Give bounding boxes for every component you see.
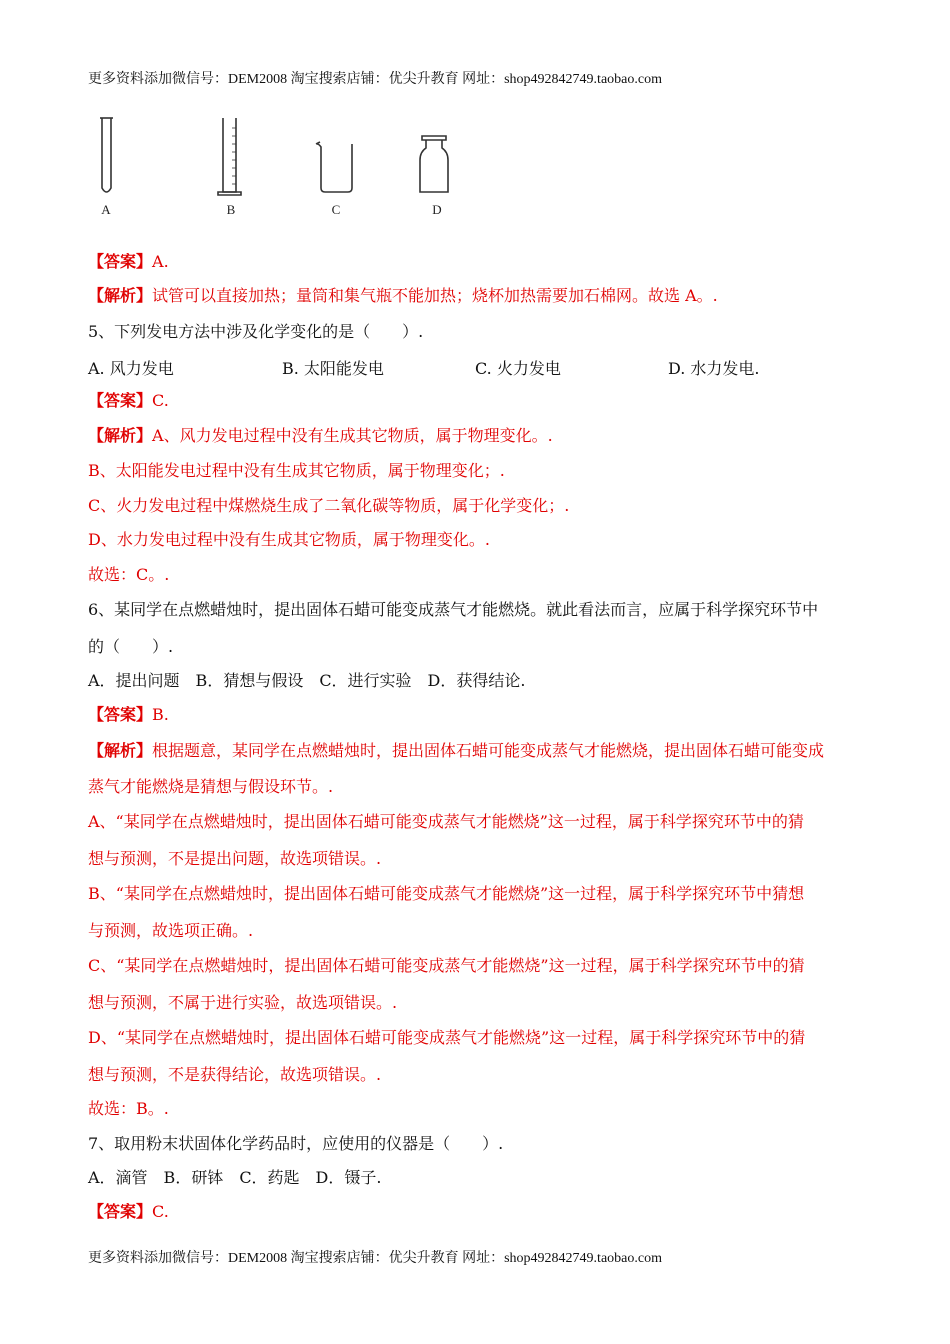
q6-analysis-a-line1: A、“某同学在点燃蜡烛时，提出固体石蜡可能变成蒸气才能燃烧”这一过程，属于科学探究环节中的猜 [88, 812, 804, 831]
q5-analysis-a [88, 425, 553, 447]
q5-option-a: A. 风力发电 [88, 359, 174, 378]
q5-option-b: B. 太阳能发电 [282, 359, 384, 378]
gas-bottle-icon [420, 136, 448, 192]
analysis-tag: 【解析】 [88, 286, 153, 305]
q5-analysis-c: C、火力发电过程中煤燃烧生成了二氧化碳等物质，属于化学变化；. [88, 496, 570, 515]
q5-option-c: C. 火力发电 [475, 359, 561, 378]
q6-analysis-b-line1: B、“某同学在点燃蜡烛时，提出固体石蜡可能变成蒸气才能燃烧”这一过程，属于科学探究环节中猜想 [88, 884, 805, 903]
q6-question-line2: 的（ ）. [88, 637, 174, 656]
q5-answer [88, 390, 169, 412]
q6-analysis-line2: 蒸气才能燃烧是猜想与假设环节。. [88, 777, 334, 796]
analysis-text: A、风力发电过程中没有生成其它物质，属于物理变化。. [152, 426, 553, 445]
q7-answer [88, 1201, 169, 1223]
answer-value: B. [152, 705, 169, 724]
q5-options [88, 356, 868, 378]
q6-analysis-d-line2: 想与预测，不是获得结论，故选项错误。. [88, 1065, 382, 1084]
answer-value: C. [152, 1202, 169, 1221]
q6-analysis-a-line2: 想与预测，不是提出问题，故选项错误。. [88, 849, 382, 868]
q5-analysis-b: B、太阳能发电过程中没有生成其它物质，属于物理变化；. [88, 461, 505, 480]
q6-analysis-b-line2: 与预测，故选项正确。. [88, 921, 254, 940]
answer-tag: 【答案】 [88, 705, 153, 724]
answer-value: A. [152, 252, 169, 271]
q4-analysis [88, 285, 718, 307]
q6-analysis-c-line2: 想与预测，不属于进行实验，故选项错误。. [88, 993, 398, 1012]
q5-analysis-d: D、水力发电过程中没有生成其它物质，属于物理变化。. [88, 530, 490, 549]
analysis-text: 根据题意，某同学在点燃蜡烛时，提出固体石蜡可能变成蒸气才能燃烧，提出固体石蜡可能变成 [152, 741, 825, 760]
test-tube-icon [100, 118, 113, 192]
q6-options: A．提出问题 B．猜想与假设 C．进行实验 D．获得结论. [88, 671, 526, 690]
q6-analysis-d-line1: D、“某同学在点燃蜡烛时，提出固体石蜡可能变成蒸气才能燃烧”这一过程，属于科学探究环节中的猜 [88, 1028, 806, 1047]
q6-answer [88, 704, 169, 726]
answer-value: C. [152, 391, 169, 410]
q7-options: A．滴管 B．研钵 C．药匙 D．镊子. [88, 1168, 382, 1187]
graduated-cylinder-icon [218, 118, 241, 195]
answer-tag: 【答案】 [88, 1202, 153, 1221]
page-header: 更多资料添加微信号：DEM2008 淘宝搜索店铺：优尖升教育 网址：shop492842749.taobao.com [88, 72, 662, 87]
answer-tag: 【答案】 [88, 252, 153, 271]
q6-analysis-line1 [88, 740, 824, 762]
figure-label-a: A [101, 202, 111, 217]
q6-question-line1: 6、某同学在点燃蜡烛时，提出固体石蜡可能变成蒸气才能燃烧。就此看法而言，应属于科学探究环节中 [88, 600, 819, 619]
q5-option-d: D. 水力发电. [668, 359, 760, 378]
figure-label-d: D [432, 202, 442, 217]
q5-conclusion: 故选：C。. [88, 565, 170, 584]
analysis-tag: 【解析】 [88, 741, 153, 760]
page-footer: 更多资料添加微信号：DEM2008 淘宝搜索店铺：优尖升教育 网址：shop492842749.taobao.com [88, 1251, 662, 1266]
q7-question: 7、取用粉末状固体化学药品时，应使用的仪器是（ ）. [88, 1134, 504, 1153]
q6-analysis-c-line1: C、“某同学在点燃蜡烛时，提出固体石蜡可能变成蒸气才能燃烧”这一过程，属于科学探究环节中的猜 [88, 956, 805, 975]
figure-label-c: C [331, 202, 341, 217]
apparatus-figure [92, 112, 472, 224]
q5-question: 5、下列发电方法中涉及化学变化的是（ ）. [88, 322, 424, 341]
answer-tag: 【答案】 [88, 391, 153, 410]
beaker-icon [316, 142, 352, 192]
q6-conclusion: 故选：B。. [88, 1099, 169, 1118]
analysis-tag: 【解析】 [88, 426, 153, 445]
q4-answer [88, 251, 169, 273]
analysis-text: 试管可以直接加热；量筒和集气瓶不能加热；烧杯加热需要加石棉网。故选 A。. [152, 286, 718, 305]
figure-label-b: B [226, 202, 236, 217]
